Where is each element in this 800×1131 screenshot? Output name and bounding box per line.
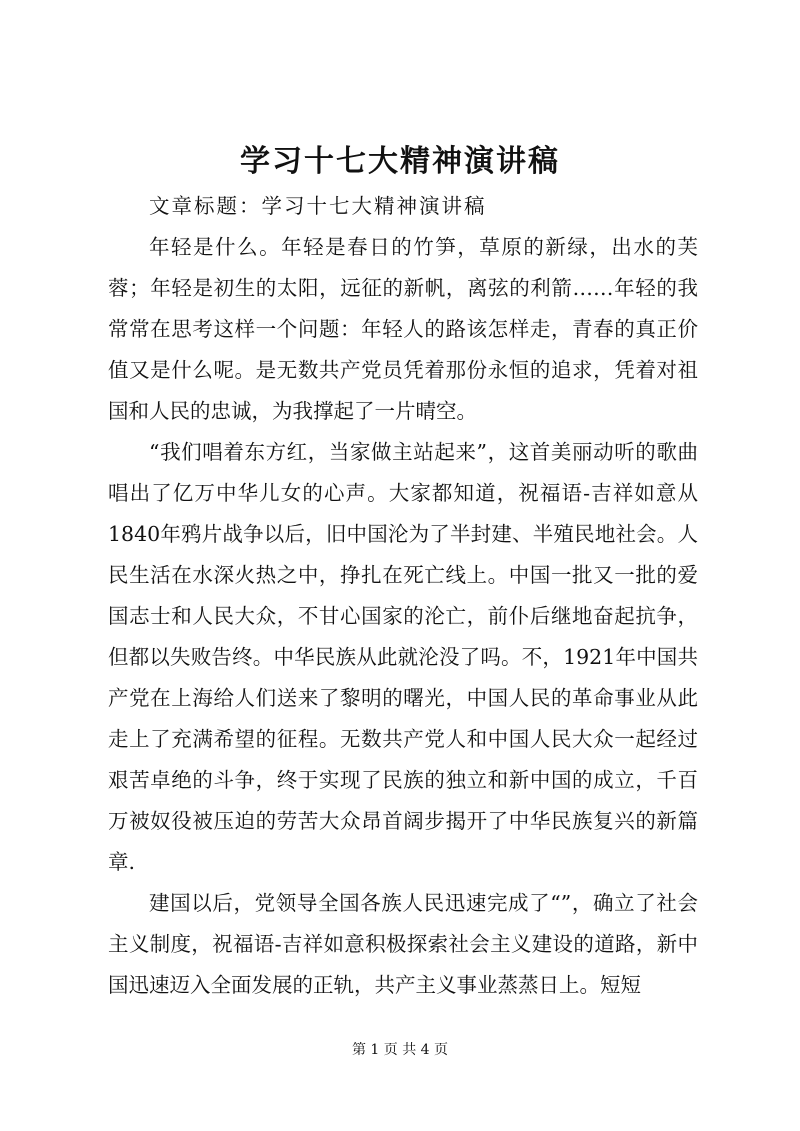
article-title-line: 文章标题：学习十七大精神演讲稿 xyxy=(149,194,487,218)
document-title: 学习十七大精神演讲稿 xyxy=(240,144,560,179)
document-body xyxy=(108,186,698,1006)
page-footer: 第 1 页 共 4 页 xyxy=(351,1042,449,1058)
paragraph: 年轻是什么。年轻是春日的竹笋，草原的新绿，出水的芙蓉；年轻是初生的太阳，远征的新帆，离弦的利箭……年轻的我常常在思考这样一个问题：年轻人的路该怎样走，青春的真正价值又是什么呢。是无数共产党员凭着那份永恒的追求，凭着对祖国和人民的忠诚，为我撑起了一片晴空。 xyxy=(108,235,698,423)
paragraph: 建国以后，党领导全国各族人民迅速完成了“”，确立了社会主义制度，祝福语-吉祥如意积极探索社会主义建设的道路，新中国迅速迈入全面发展的正轨，共产主义事业蒸蒸日上。短短 xyxy=(108,891,698,997)
paragraph: “我们唱着东方红，当家做主站起来”，这首美丽动听的歌曲唱出了亿万中华儿女的心声。大家都知道，祝福语-吉祥如意从1840年鸦片战争以后，旧中国沦为了半封建、半殖民地社会。人民生活在水深火热之中，挣扎在死亡线上。中国一批又一批的爱国志士和人民大众，不甘心国家的沦亡，前仆后继地奋起抗争，但都以失败告终。中华民族从此就沦没了吗。不，1921年中国共产党在上海给人们送来了黎明的曙光，中国人民的革命事业从此走上了充满希望的征程。无数共产党人和中国人民大众一起经过艰苦卓绝的斗争，终于实现了民族的独立和新中国的成立，千百万被奴役被压迫的劳苦大众昂首阔步揭开了中华民族复兴的新篇章. xyxy=(108,440,698,874)
